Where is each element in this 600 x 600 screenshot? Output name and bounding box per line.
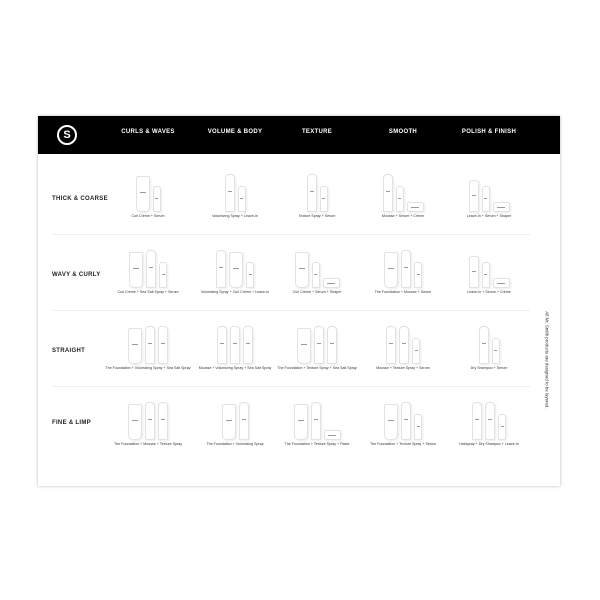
spray-product-icon — [216, 250, 226, 288]
tube-product-icon — [229, 252, 243, 288]
product-group — [443, 256, 535, 288]
row-divider — [52, 310, 530, 311]
product-cell — [357, 314, 449, 386]
product-combo-label: The Foundation + Mousse + Texture Spray — [113, 442, 183, 446]
pump-product-icon — [312, 262, 320, 288]
pump-product-icon — [414, 262, 422, 288]
product-combo-label: The Foundation + Volumizing Spray + Sea Salt Spray — [105, 366, 191, 370]
product-group — [102, 176, 194, 212]
column-header-volume-body: VOLUME & BODY — [207, 129, 263, 135]
spray-product-icon — [472, 402, 482, 440]
product-combo-label: Mousse + Volumizing Spray + Sea Salt Spray — [198, 366, 272, 370]
pump-product-icon — [159, 262, 167, 288]
product-cell — [189, 162, 281, 234]
spray-product-icon — [145, 326, 155, 364]
tube-product-icon — [129, 252, 143, 288]
spray-product-icon — [383, 174, 393, 212]
tube-product-icon — [128, 328, 142, 364]
pump-product-icon — [412, 338, 420, 364]
product-cell — [271, 162, 363, 234]
product-combo-label: Volumizing Spray + Leave-In — [212, 214, 258, 218]
product-group — [271, 402, 363, 440]
row-divider — [52, 234, 530, 235]
row-header-wavy-curly: WAVY & CURLY — [52, 272, 101, 278]
product-combo-label: Leave-In + Serum + Crème — [467, 290, 511, 294]
spray-product-icon — [479, 326, 489, 364]
spray-product-icon — [243, 326, 253, 364]
spray-product-icon — [158, 402, 168, 440]
product-cell — [357, 238, 449, 310]
product-group — [443, 326, 535, 364]
product-cell — [102, 390, 194, 462]
tube-product-icon — [222, 404, 236, 440]
product-group — [189, 250, 281, 288]
product-group — [271, 174, 363, 212]
column-header-polish-finish: POLISH & FINISH — [461, 129, 517, 135]
spray-product-icon — [311, 402, 321, 440]
column-header-curls-waves: CURLS & WAVES — [121, 129, 175, 135]
product-combo-label: The Foundation + Texture Spray + Paste — [284, 442, 350, 446]
header-bar — [38, 116, 560, 154]
product-chart-poster — [38, 116, 560, 486]
jar-product-icon — [493, 202, 510, 212]
product-cell — [189, 390, 281, 462]
pump-product-icon — [498, 414, 506, 440]
product-group — [189, 402, 281, 440]
product-group — [357, 250, 449, 288]
spray-product-icon — [386, 326, 396, 364]
product-combo-label: Leave-In + Serum + Shaper — [466, 214, 512, 218]
tube-product-icon — [297, 328, 311, 364]
brand-logo-icon: S — [57, 125, 77, 145]
product-cell — [357, 390, 449, 462]
product-cell — [357, 162, 449, 234]
product-group — [357, 402, 449, 440]
product-cell — [443, 238, 535, 310]
product-combo-label: Dry Shampoo + Serum — [470, 366, 508, 370]
tube-product-icon — [295, 252, 309, 288]
product-combo-label: The Foundation + Texture Spray + Sea Salt Spray — [277, 366, 357, 370]
pump-product-icon — [320, 186, 328, 212]
product-group — [271, 326, 363, 364]
spray-product-icon — [158, 326, 168, 364]
tube-product-icon — [294, 404, 308, 440]
product-combo-label: The Foundation + Volumizing Spray — [206, 442, 264, 446]
product-group — [102, 250, 194, 288]
product-combo-label: Curl Crème + Serum + Shaper — [292, 290, 342, 294]
product-group — [357, 174, 449, 212]
row-header-fine-limp: FINE & LIMP — [52, 420, 91, 426]
row-header-thick-coarse: THICK & COARSE — [52, 196, 108, 202]
product-group — [443, 402, 535, 440]
product-cell — [271, 314, 363, 386]
row-divider — [52, 386, 530, 387]
side-note: All Mr. Smith products are designed to be layered. — [544, 311, 550, 409]
bottle-product-icon — [469, 180, 479, 212]
product-cell — [189, 314, 281, 386]
tube-product-icon — [384, 252, 398, 288]
product-group — [189, 174, 281, 212]
product-cell — [102, 162, 194, 234]
product-combo-label: Mousse + Serum + Crème — [381, 214, 425, 218]
column-header-smooth: SMOOTH — [388, 129, 418, 135]
jar-product-icon — [407, 202, 424, 212]
spray-product-icon — [239, 402, 249, 440]
bottle-product-icon — [469, 256, 479, 288]
product-cell — [443, 162, 535, 234]
product-combo-label: Hairspray + Dry Shampoo + Leave-In — [459, 442, 519, 446]
pump-product-icon — [246, 262, 254, 288]
product-group — [189, 326, 281, 364]
product-combo-label: The Foundation + Mousse + Serum — [374, 290, 432, 294]
product-combo-label: Volumizing Spray + Curl Crème + Leave-In — [200, 290, 270, 294]
spray-product-icon — [217, 326, 227, 364]
jar-product-icon — [323, 278, 340, 288]
pump-product-icon — [238, 186, 246, 212]
tube-product-icon — [136, 176, 150, 212]
pump-product-icon — [482, 262, 490, 288]
pump-product-icon — [482, 186, 490, 212]
product-cell — [189, 238, 281, 310]
jar-product-icon — [324, 430, 341, 440]
pump-product-icon — [153, 186, 161, 212]
spray-product-icon — [399, 326, 409, 364]
product-group — [357, 326, 449, 364]
tube-product-icon — [384, 404, 398, 440]
product-cell — [102, 314, 194, 386]
spray-product-icon — [230, 326, 240, 364]
product-combo-label: Mousse + Texture Spray + Serum — [376, 366, 430, 370]
pump-product-icon — [414, 414, 422, 440]
product-cell — [443, 314, 535, 386]
product-cell — [271, 390, 363, 462]
product-combo-label: Curl Crème + Sea Salt Spray + Serum — [117, 290, 179, 294]
product-group — [271, 252, 363, 288]
spray-product-icon — [307, 174, 317, 212]
row-header-straight: STRAIGHT — [52, 348, 86, 354]
spray-product-icon — [401, 402, 411, 440]
jar-product-icon — [493, 278, 510, 288]
spray-product-icon — [146, 250, 156, 288]
product-group — [102, 326, 194, 364]
product-cell — [271, 238, 363, 310]
spray-product-icon — [145, 402, 155, 440]
column-header-texture: TEXTURE — [301, 129, 333, 135]
product-cell — [443, 390, 535, 462]
product-combo-label: The Foundation + Texture Spray + Serum — [369, 442, 437, 446]
product-cell — [102, 238, 194, 310]
spray-product-icon — [327, 326, 337, 364]
product-group — [443, 180, 535, 212]
product-combo-label: Texture Spray + Serum — [298, 214, 336, 218]
spray-product-icon — [314, 326, 324, 364]
spray-product-icon — [225, 174, 235, 212]
pump-product-icon — [492, 338, 500, 364]
product-combo-label: Curl Crème + Serum — [131, 214, 165, 218]
tube-product-icon — [128, 404, 142, 440]
pump-product-icon — [396, 186, 404, 212]
product-group — [102, 402, 194, 440]
spray-product-icon — [401, 250, 411, 288]
spray-product-icon — [485, 402, 495, 440]
